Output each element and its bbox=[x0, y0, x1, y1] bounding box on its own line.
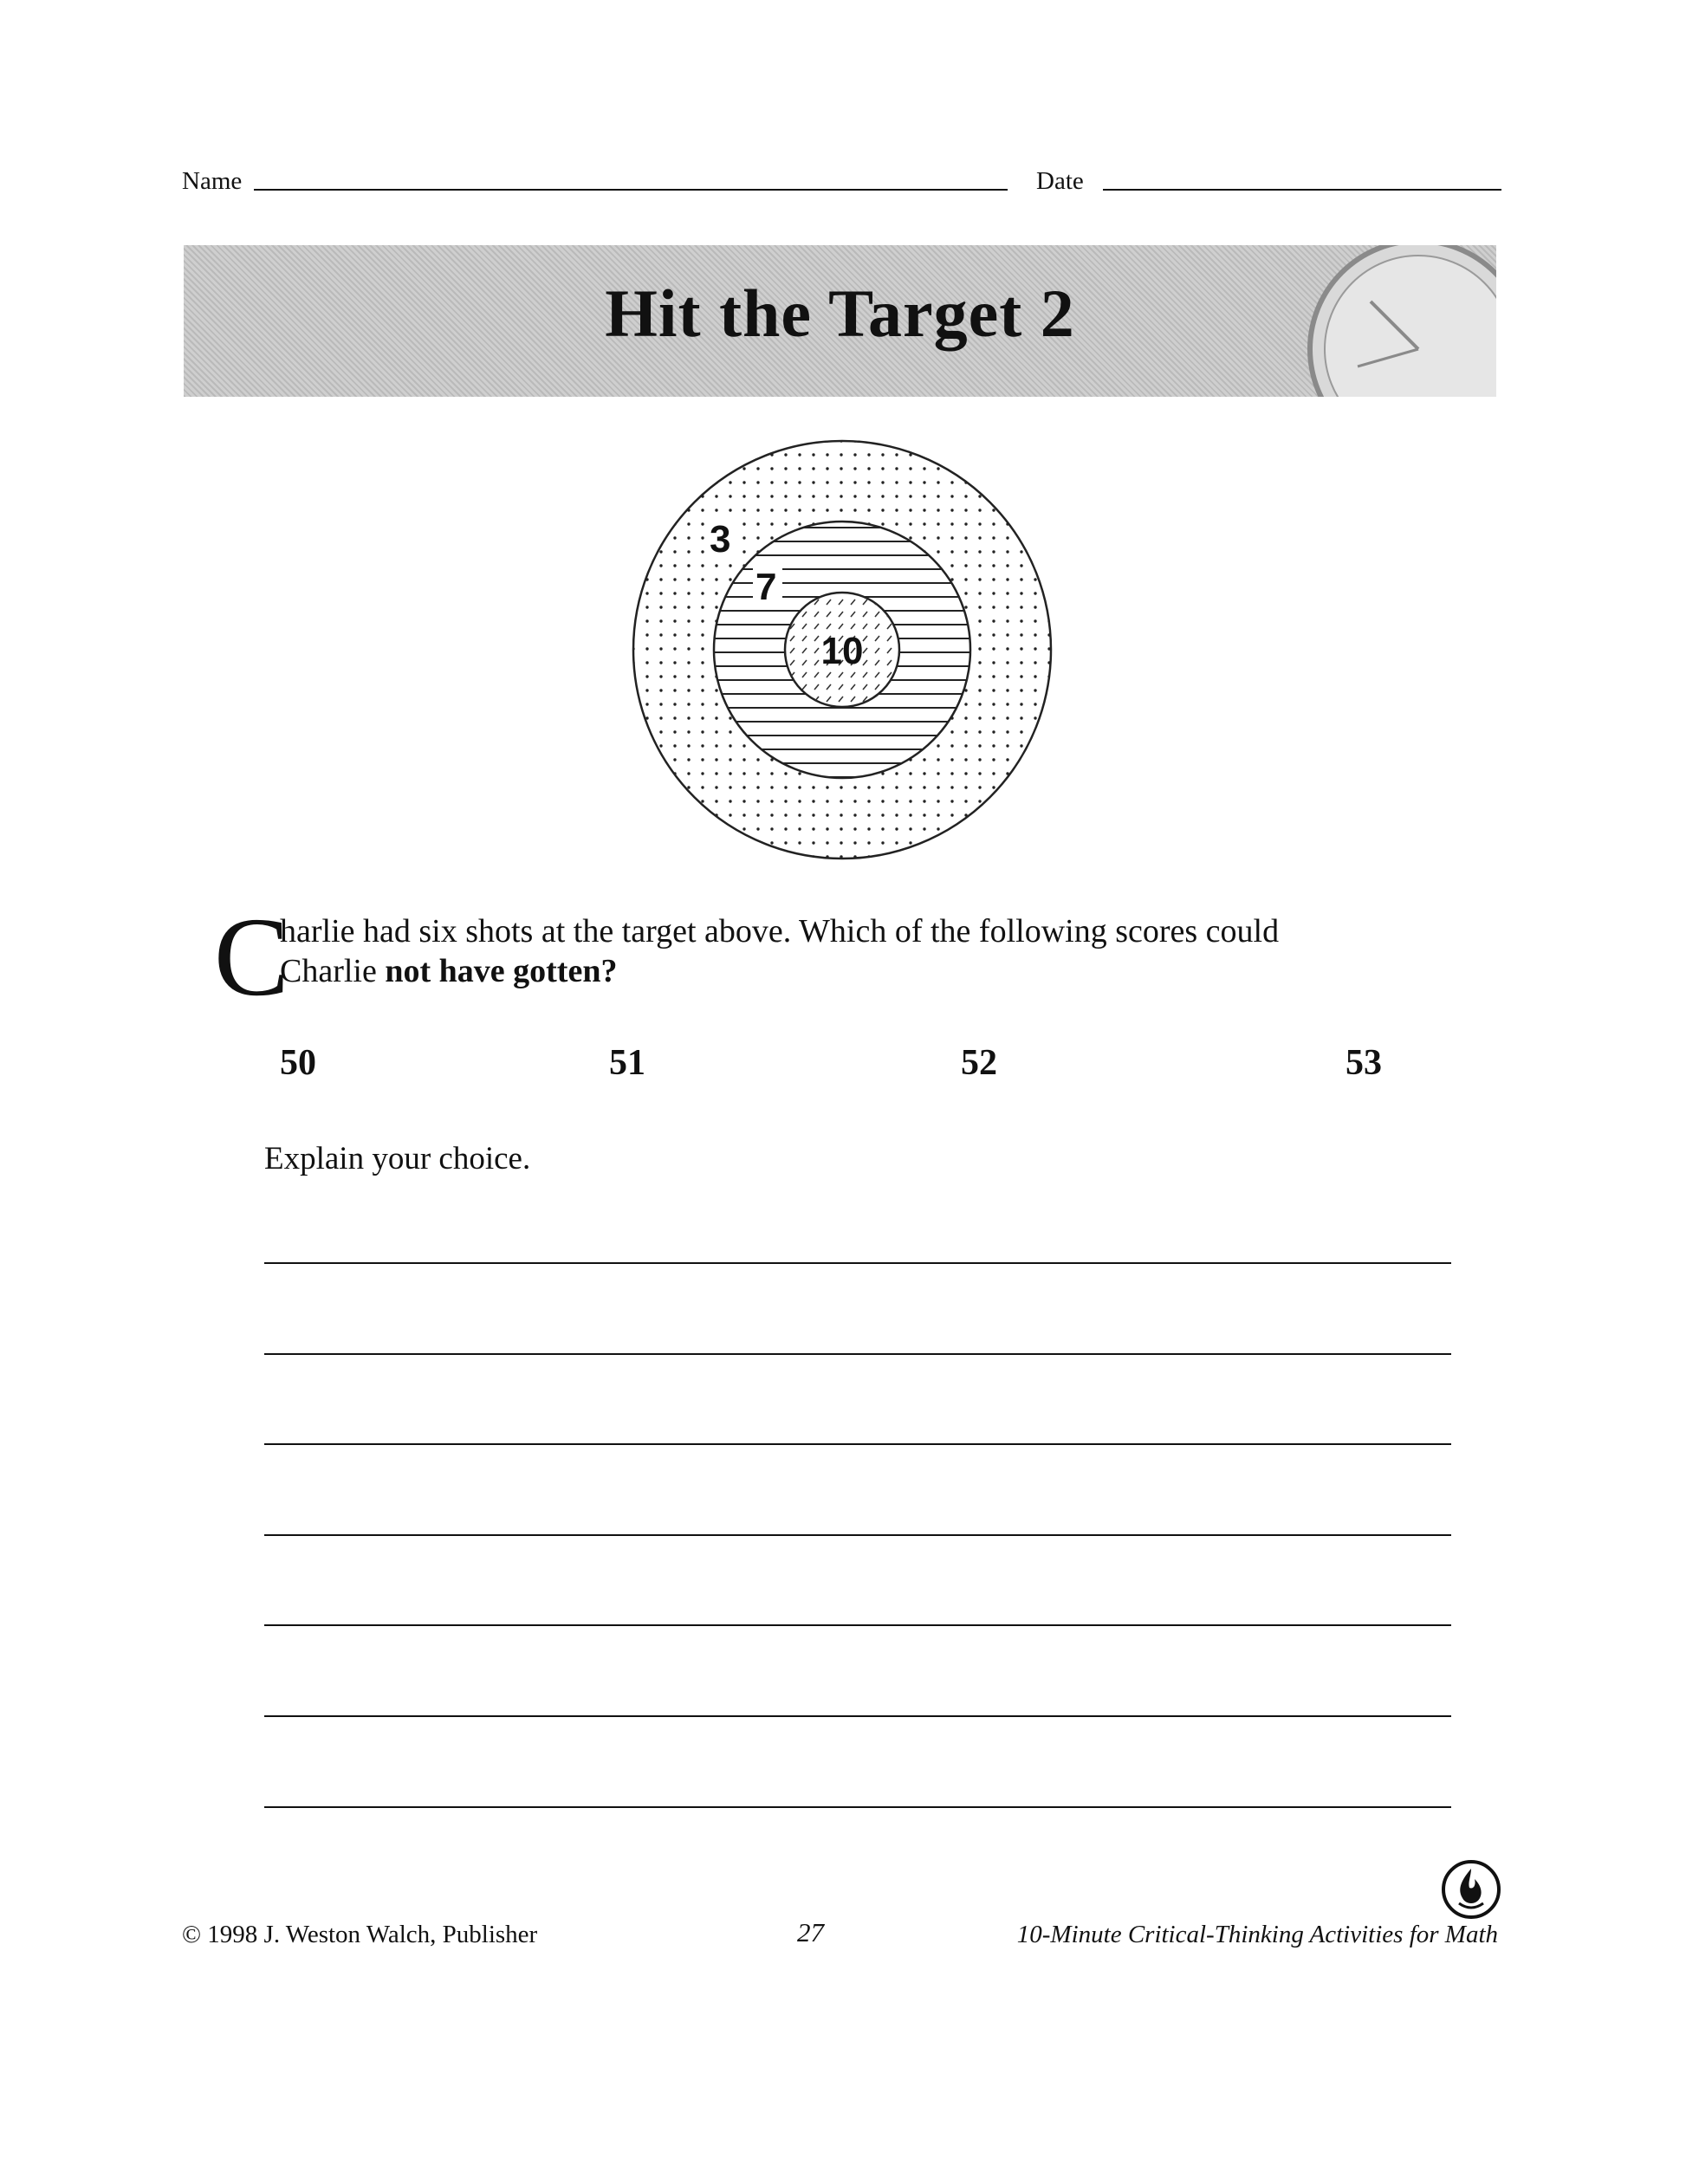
outer-ring-points: 3 bbox=[710, 518, 731, 561]
answer-line[interactable] bbox=[264, 1715, 1451, 1717]
question-emphasis: not have gotten? bbox=[385, 953, 618, 989]
choice-52[interactable]: 52 bbox=[961, 1043, 997, 1083]
answer-line[interactable] bbox=[264, 1624, 1451, 1626]
question-dropcap: C bbox=[214, 895, 289, 1020]
question-line-2 bbox=[280, 951, 617, 991]
answer-line[interactable] bbox=[264, 1443, 1451, 1445]
publisher-flame-logo bbox=[1440, 1858, 1502, 1921]
date-field[interactable] bbox=[1103, 189, 1501, 191]
page-number: 27 bbox=[797, 1917, 824, 1947]
middle-ring-points: 7 bbox=[755, 566, 777, 608]
name-label: Name bbox=[182, 167, 243, 195]
target-diagram bbox=[630, 437, 1054, 862]
choice-51[interactable]: 51 bbox=[609, 1043, 645, 1083]
date-label: Date bbox=[1036, 167, 1084, 195]
question-line-1: harlie had six shots at the target above. Which of the following scores could bbox=[280, 913, 1280, 949]
title-banner bbox=[184, 245, 1496, 397]
answer-line[interactable] bbox=[264, 1353, 1451, 1355]
question-line-2-prefix: Charlie bbox=[280, 953, 386, 989]
answer-line[interactable] bbox=[264, 1262, 1451, 1264]
answer-line[interactable] bbox=[264, 1806, 1451, 1808]
choice-53[interactable]: 53 bbox=[1346, 1043, 1382, 1083]
book-title: 10-Minute Critical-Thinking Activities for Math bbox=[1016, 1921, 1498, 1948]
answer-line[interactable] bbox=[264, 1534, 1451, 1536]
copyright-notice: © 1998 J. Weston Walch, Publisher bbox=[182, 1921, 538, 1948]
page-title: Hit the Target 2 bbox=[605, 275, 1075, 351]
explain-prompt: Explain your choice. bbox=[264, 1141, 531, 1176]
choice-50[interactable]: 50 bbox=[280, 1043, 316, 1083]
bullseye-points: 10 bbox=[820, 630, 864, 672]
name-field[interactable] bbox=[254, 189, 1008, 191]
